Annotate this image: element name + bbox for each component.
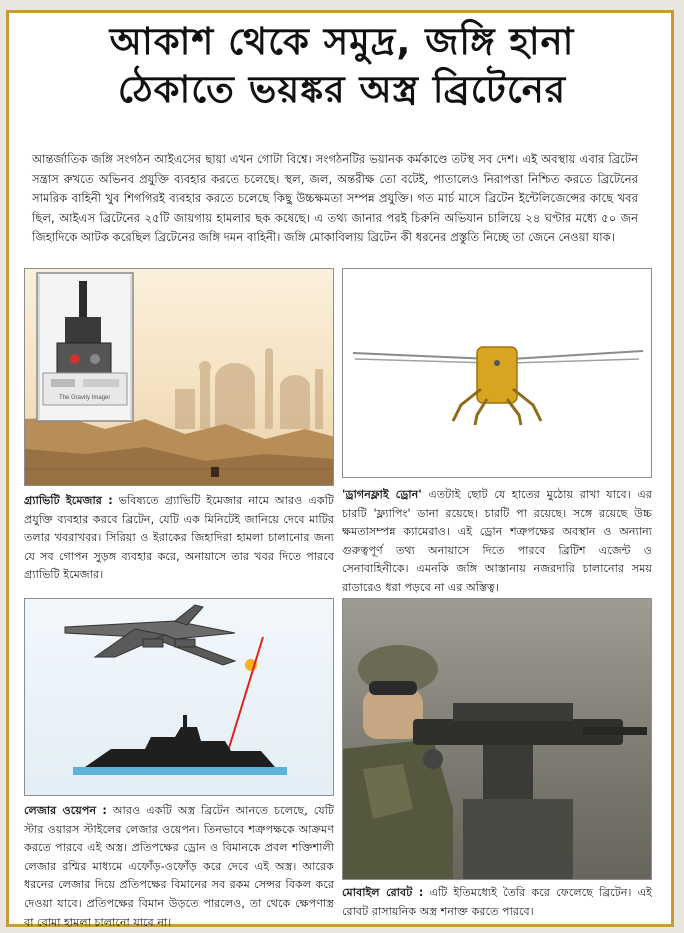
- intro-paragraph: আন্তর্জাতিক জঙ্গি সংগঠন আইএসের ছায়া এখন গোটা বিশ্বে। সংগঠনটির ভয়ানক কর্মকাণ্ডে তটস্থ সব দেশ। এই অবস্থায় এবার ব্রিটেন সন্ত্রাস রুখতে অভিনব প্রযুক্তি ব্যবহার করতে চলেছে। স্থল, জল, অন্তরীক্ষ তো বটেই, পাতালেও নিরাপত্তা নিশ্চিত করতে ব্রিটেনের সামরিক বাহিনী খুব শিগগিরই ব্যবহার করতে চলেছে কিছু উচ্চক্ষমতা সম্পন্ন প্রযুক্তি। গত মার্চ মাসে ব্রিটেন ইন্টেলিজেন্সের কাছে খবর ছিল, আইএস ব্রিটেনের ২৫টি জায়গায় হামলার ছক কষেছে। এ তথ্য জানার পরই চিরুনি অভিযান চালিয়ে ২৪ ঘণ্টার মধ্যে ৫০ জন জিহাদিকে আটক করেছিল ব্রিটেনের জঙ্গি দমন বাহিনী। জঙ্গি মোকাবিলায় ব্রিটেন কী ধরনের প্রস্তুতি নিচ্ছে তা জেনে নেওয়া যাক।: [32, 152, 638, 244]
- caption-title: মোবাইল রোবট :: [342, 886, 424, 899]
- gravity-imager-image: [24, 268, 334, 486]
- caption-dragonfly-drone: [342, 486, 652, 598]
- caption-gravity-imager: [24, 492, 334, 585]
- dragonfly-drone-image: [342, 268, 652, 478]
- gravity-imager-label: The Gravity Imager: [59, 395, 111, 401]
- caption-title: গ্র্যাভিটি ইমেজার :: [24, 494, 113, 507]
- caption-text: এটি ইতিমধ্যেই তৈরি করে ফেলেছে ব্রিটেন। এই রোবট রাসায়নিক অস্ত্র শনাক্ত করতে পারবে।: [342, 886, 652, 918]
- headline: [0, 18, 684, 114]
- caption-laser-weapon: [24, 802, 334, 932]
- mobile-robot-image: [342, 598, 652, 880]
- caption-mobile-robot: [342, 884, 652, 921]
- caption-title: 'ড্রাগনফ্লাই ড্রোন': [342, 488, 422, 501]
- headline-line-2: ঠেকাতে ভয়ঙ্কর অস্ত্র ব্রিটেনের: [117, 68, 567, 111]
- headline-line-1: আকাশ থেকে সমুদ্র, জঙ্গি হানা: [109, 20, 575, 63]
- caption-text: আরও একটি অস্ত্র ব্রিটেন আনতে চলেছে, যেটি স্টার ওয়ারস স্টাইলের লেজার ওয়েপন। তিনভাবে শত্রুপক্ষকে আক্রমণ করতে পারবে এই অস্ত্র। প্রতিপক্ষের ড্রোন ও বিমানকে প্রবল শক্তিশালী লেজার রশ্মির মাধ্যমে এফোঁড়-ওফোঁড় করে দেবে এই অস্ত্র। আরেক ধরনের লেজার দিয়ে প্রতিপক্ষের বিমানের সব রকম সেন্সর বিকল করে দেওয়া যাবে। প্রতিপক্ষের বিমান উড়তে পারলেও, তা থেকে ক্ষেপণাস্ত্র বা বোমা হামলা চালানো যাবে না।: [24, 804, 335, 929]
- laser-weapon-image: [24, 598, 334, 796]
- caption-text: এতটাই ছোট যে হাতের মুঠোয় রাখা যাবে। এর চারটি 'ফ্ল্যাপিং' ডানা রয়েছে। চারটি পা রয়েছে। সঙ্গে রয়েছে উচ্চ ক্ষমতাসম্পন্ন ক্যামেরাও। এই ড্রোন শত্রুপক্ষের অবস্থান ও অন্যান্য গুরুত্বপূর্ণ তথ্য অনায়াসে দিতে পারবে ব্রিটিশ এজেন্ট ও সেনাবাহিনীকে। এমনকি জঙ্গি আস্তানায় নজরদারি চালানোর সময় রাডারেও ধরা পড়বে না এর অস্তিত্ব।: [342, 488, 652, 594]
- caption-title: লেজার ওয়েপন :: [24, 804, 107, 817]
- caption-text: ভবিষ্যতে গ্র্যাভিটি ইমেজার নামে আরও একটি প্রযুক্তি ব্যবহার করবে ব্রিটেন, যেটি এক মিনিটেই জানিয়ে দেবে মাটির তলার খবরাখবর। সিরিয়া ও ইরাকের জিহাদিরা হামলা চালানোর জন্য যে সব গোপন সুড়ঙ্গ ব্যবহার করে, অনায়াসে তার খবর দিতে পারবে গ্র্যাভিটি ইমেজার।: [24, 494, 334, 582]
